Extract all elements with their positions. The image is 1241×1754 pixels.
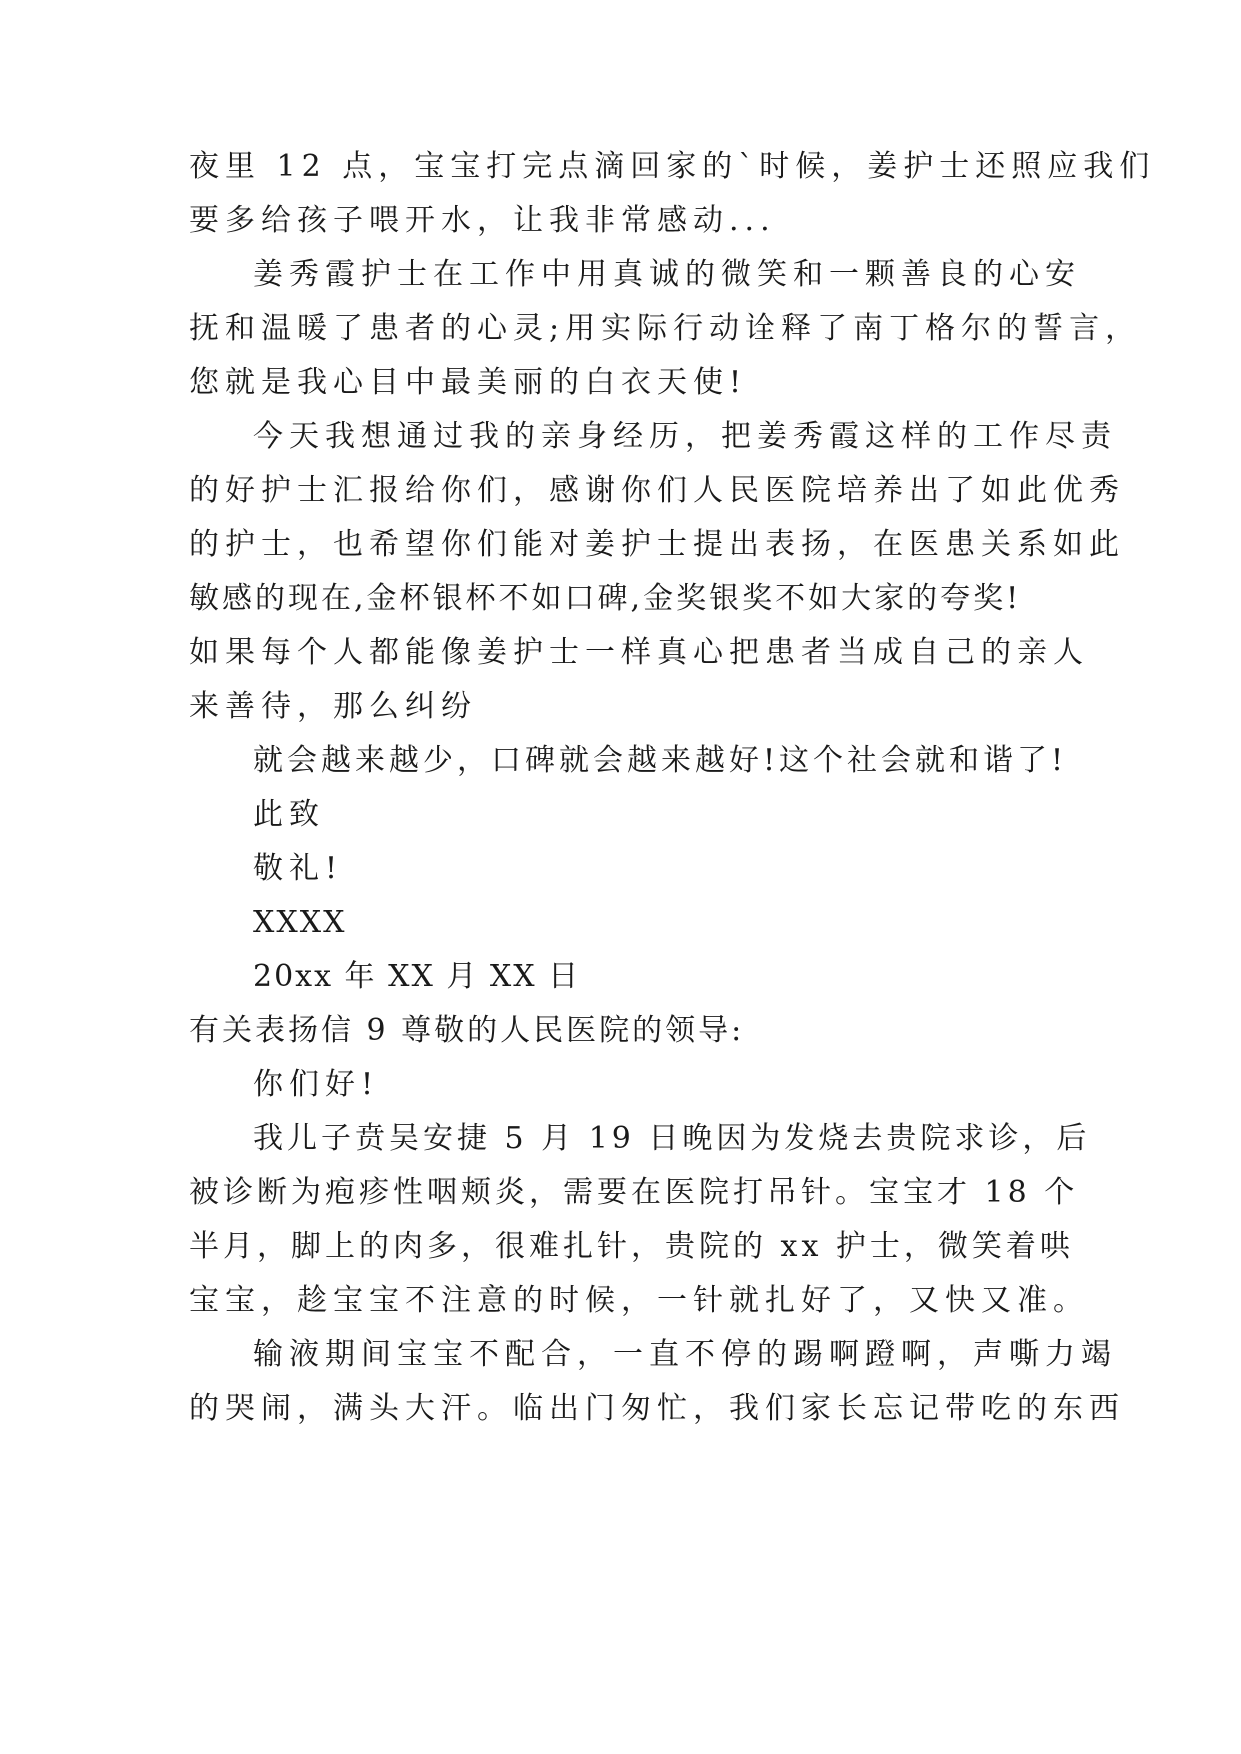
greeting-line: 你们好! bbox=[253, 1067, 380, 1102]
paragraph-start-line: 姜秀霞护士在工作中用真诚的微笑和一颗善良的心安 bbox=[253, 257, 1081, 292]
text-line: 您就是我心目中最美丽的白衣天使! bbox=[189, 365, 748, 400]
text-line: 如果每个人都能像姜护士一样真心把患者当成自己的亲人 bbox=[189, 635, 1089, 670]
signature: XXXX bbox=[253, 905, 347, 940]
text-line: 的护士，也希望你们能对姜护士提出表扬，在医患关系如此 bbox=[189, 527, 1125, 562]
text-line: 抚和温暖了患者的心灵;用实际行动诠释了南丁格尔的誓言， bbox=[189, 311, 1142, 346]
text-line: 要多给孩子喂开水，让我非常感动... bbox=[189, 203, 776, 238]
letter-heading: 有关表扬信 9 尊敬的人民医院的领导: bbox=[189, 1013, 745, 1048]
text-line: 的哭闹，满头大汗。临出门匆忙，我们家长忘记带吃的东西 bbox=[189, 1391, 1125, 1426]
paragraph-start-line: 今天我想通过我的亲身经历，把姜秀霞这样的工作尽责 bbox=[253, 419, 1117, 454]
text-line: 的好护士汇报给你们，感谢你们人民医院培养出了如此优秀 bbox=[189, 473, 1125, 508]
text-line: 敏感的现在,金杯银杯不如口碑,金奖银奖不如大家的夸奖! bbox=[189, 581, 1022, 616]
date-line: 20xx 年 XX 月 XX 日 bbox=[253, 959, 581, 994]
paragraph-start-line: 就会越来越少，口碑就会越来越好!这个社会就和谐了! bbox=[253, 743, 1068, 778]
text-line: 来善待，那么纠纷 bbox=[189, 689, 477, 724]
text-line: 半月，脚上的肉多，很难扎针，贵院的 xx 护士，微笑着哄 bbox=[189, 1229, 1074, 1264]
paragraph-start-line: 我儿子贲吴安捷 5 月 19 日晚因为发烧去贵院求诊，后 bbox=[253, 1121, 1091, 1156]
text-line: 夜里 12 点，宝宝打完点滴回家的`时候，姜护士还照应我们 bbox=[189, 149, 1156, 184]
salutation-line: 敬礼! bbox=[253, 851, 344, 886]
text-line: 宝宝，趁宝宝不注意的时候，一针就扎好了，又快又准。 bbox=[189, 1283, 1089, 1318]
text-line: 被诊断为疱疹性咽颊炎，需要在医院打吊针。宝宝才 18 个 bbox=[189, 1175, 1079, 1210]
paragraph-start-line: 输液期间宝宝不配合，一直不停的踢啊蹬啊，声嘶力竭 bbox=[253, 1337, 1117, 1372]
closing-line: 此致 bbox=[253, 797, 325, 832]
